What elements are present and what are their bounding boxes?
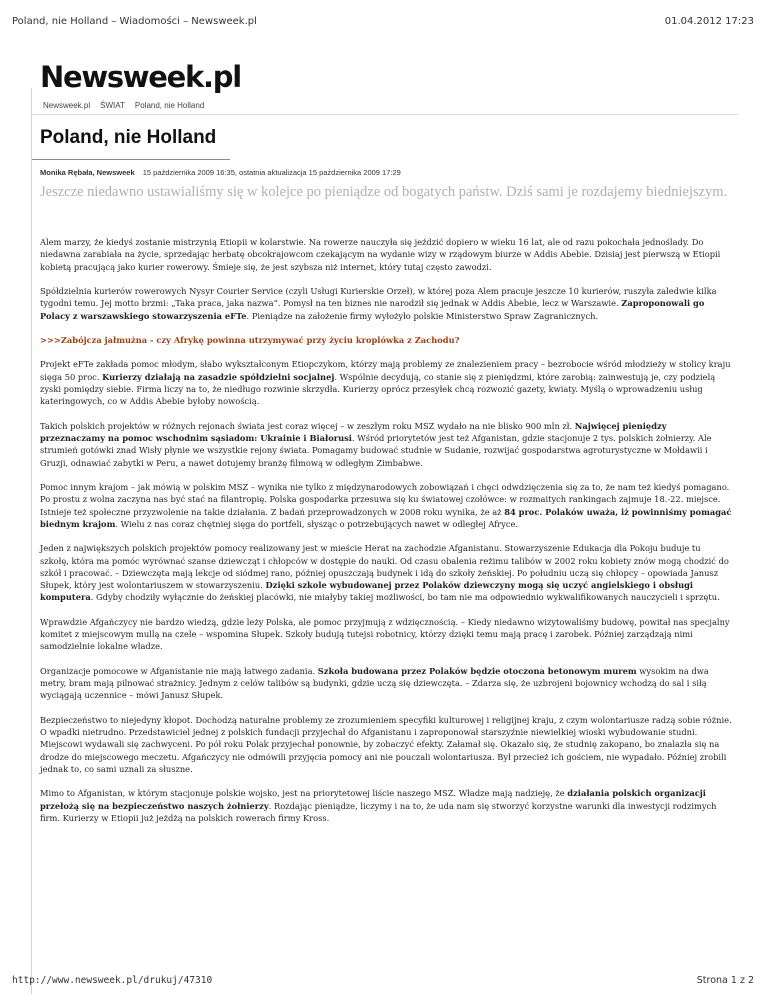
paragraph-10: Mimo to Afganistan, w którym stacjonuje polskie wojsko, jest na priorytetowej liście naszego MSZ. Władze mają nadzieję, że działania polskich organizacji przełożą się na bezpieczeństwo naszych żołnierzy. Rozdając pieniądze, liczymy i na to, że uda nam się stworzyć korzystne warunki dla inwestycji rodzimych firm. Kurierzy w Etiopii już jeżdżą na polskich rowerach firmy Kross. bbox=[40, 788, 717, 823]
article-body bbox=[40, 236, 732, 836]
print-footer bbox=[0, 968, 768, 994]
newsweek-logo[interactable] bbox=[40, 60, 241, 94]
breadcrumb-divider bbox=[31, 114, 738, 115]
paragraph-7: Wprawdzie Afgańczycy nie bardzo wiedzą, gdzie leży Polska, ale pomoc przyjmują z wdzięcznością. – Kiedy niedawno wizytowaliśmy budowę, powitał nas specjalny komitet z miejscowym mullą na czele – wspomina Słupek. Szkoły budują tutejsi robotnicy, którzy dzięki temu mają pracę i zarobek. Później zarządzają nimi samodzielnie lokalne władze. bbox=[40, 616, 730, 652]
print-header-title: Poland, nie Holland – Wiadomości – Newsweek.pl bbox=[12, 16, 257, 27]
paragraph-4-highlight: Najwięcej pieniędzy przeznaczamy na pomoc wschodnim sąsiadom: Ukrainie i Białorusi bbox=[40, 420, 667, 443]
paragraph-1: Alem marzy, że kiedyś zostanie mistrzynią Etiopii w kolarstwie. Na rowerze nauczyła się jeździć dopiero w wieku 16 lat, ale od razu pokochała jednoślady. Do niedawna zarabiała na życie, sprzedając herbatę obcokrajowcom czekającym na wydanie wizy w rządowym biurze w Addis Abebie. Dzisiaj jest pierwszą w Etiopii kobietą pracującą jako kurier rowerowy. Śmieje się, że jest szybsza niż internet, który tutaj często zawodzi. bbox=[40, 237, 721, 272]
paragraph-5: Pomoc innym krajom – jak mówią w polskim MSZ – wynika nie tylko z międzynarodowych zobowiązań i chęci odwdzięczenia się za to, że nam też kiedyś pomagano. Po prostu z wolna zaczyna nas być stać na filantropię. Polska gospodarka przesuwa się ku światowej czołówce: w rozmaitych rankingach zajmuje 18.-22. miejsce. Istnieje też społeczne przyzwolenie na takie działania. Z badań przeprowadzonych w 2008 roku wynika, że aż 84 proc. Polaków uważa, iż powinniśmy pomagać biednym krajom. Wielu z nas coraz chętniej sięga do portfeli, słysząc o potrzebujących nawet w odległej Afryce. bbox=[40, 481, 732, 529]
print-header bbox=[0, 0, 768, 40]
print-footer-page: Strona 1 z 2 bbox=[696, 975, 754, 986]
article-title: Poland, nie Holland bbox=[40, 127, 217, 148]
byline bbox=[40, 168, 401, 177]
paragraph-8: Organizacje pomocowe w Afganistanie nie mają łatwego zadania. Szkoła budowana przez Polaków będzie otoczona betonowym murem wysokim na dwa metry, bram mają pilnować strażnicy. Jednym z celów talibów są budynki, gdzie uczą się dziewczęta. – Zdarza się, że uzbrojeni bojownicy wchodzą do sal i siłą wyciągają uczennice – mówi Janusz Słupek. bbox=[40, 665, 709, 701]
breadcrumb-item-home[interactable]: Newsweek.pl bbox=[43, 101, 91, 110]
left-frame-divider bbox=[31, 88, 32, 994]
print-header-datetime: 01.04.2012 17:23 bbox=[664, 16, 754, 27]
logo-text: Newsweek bbox=[40, 60, 204, 94]
paragraph-5-highlight: 84 proc. Polaków uważa, iż powinniśmy pomagać biednym krajom bbox=[40, 506, 732, 529]
title-divider bbox=[32, 159, 230, 160]
article-lead: Jeszcze niedawno ustawialiśmy się w kolejce po pieniądze od bogatych państw. Dziś sami je rozdajemy biedniejszym. bbox=[40, 184, 728, 200]
paragraph-2: Spółdzielnia kurierów rowerowych Nysyr Courier Service (czyli Usługi Kurierskie Orzeł), w której poza Alem pracuje jeszcze 10 kurierów, ruszyła zaledwie kilka tygodni temu. Jej motto brzmi: „Taka praca, jaka nazwa”. Pomysł na ten biznes nie narodził się jednak w Addis Abebie, lecz w Warszawie. Zaproponowali go Polacy z warszawskiego stowarzyszenia eFTe. Pieniądze na założenie firmy wyłożyło polskie Ministerstwo Spraw Zagranicznych. bbox=[40, 285, 717, 321]
breadcrumb-item-article[interactable]: Poland, nie Holland bbox=[134, 101, 205, 110]
paragraph-6-highlight: Dzięki szkole wybudowanej przez Polaków dziewczyny mogą się uczyć angielskiego i obsługi komputera bbox=[40, 580, 694, 603]
paragraph-4: Takich polskich projektów w różnych rejonach świata jest coraz więcej – w zeszłym roku MSZ wydało na nie blisko 900 mln zł. Najwięcej pieniędzy przeznaczamy na pomoc wschodnim sąsiadom: Ukrainie i Białorusi. Wśród priorytetów jest też Afganistan, gdzie stacjonuje 2 tys. polskich żołnierzy. Ale strumień gotówki znad Wisły płynie we wszystkie rejony świata. Pomagamy budować studnie w Sudanie, rozwijać gospodarstwa agroturystyczne w Mołdawii i Gruzji, odnawiać zabytki w Peru, a nawet dotujemy branżę filmową w odległym Zimbabwe. bbox=[40, 420, 712, 468]
print-footer-url: http://www.newsweek.pl/drukuj/47310 bbox=[12, 975, 213, 986]
breadcrumb bbox=[43, 101, 204, 110]
paragraph-3-highlight: Kurierzy działają na zasadzie spółdzielni socjalnej bbox=[102, 371, 335, 382]
paragraph-2-highlight: Zaproponowali go Polacy z warszawskiego stowarzyszenia eFTe bbox=[40, 298, 705, 321]
paragraph-10-highlight: działania polskich organizacji przełożą się na bezpieczeństwo naszych żołnierzy bbox=[40, 788, 706, 811]
breadcrumb-item-section[interactable]: ŚWIAT bbox=[100, 101, 125, 110]
paragraph-9: Bezpieczeństwo to niejedyny kłopot. Dochodzą naturalne problemy ze zrozumieniem specyfiki kulturowej i religijnej kraju, z czym wolontariusze radzą sobie różnie. O wpadki nietrudno. Przedstawiciel jednej z polskich fundacji przyjechał do Afganistanu i zaproponował starszyźnie niewielkiej wioski wybudowanie studni. Miejscowi wydawali się zachwyceni. Po pół roku Polak przyjechał ponownie, by zobaczyć efekty. Załamał się. Okazało się, że studnię zakopano, bo znalazła się na drodze do miejscowego meczetu. Afgańczycy nie odmówili przyjęcia pomocy ani nie pouczali wolontariusza. Był przecież ich gościem, nie wypadało. Później zrobili jednak to, co sami uznali za słuszne. bbox=[40, 714, 732, 774]
related-article-link[interactable]: >>>Zabójcza jałmużna - czy Afrykę powinna utrzymywać przy życiu kroplówka z Zachodu? bbox=[40, 334, 460, 345]
byline-dates: 15 października 2009 16:35, ostatnia aktualizacja 15 października 2009 17:29 bbox=[142, 168, 401, 177]
paragraph-6: Jeden z największych polskich projektów pomocy realizowany jest w mieście Herat na zachodzie Afganistanu. Stowarzyszenie Edukacja dla Pokoju buduje tu szkołę, która ma pomóc wyrównać szanse dziewcząt i chłopców w dostępie do nauki. Od czasu obalenia reżimu talibów w 2002 roku kobiety znów mogą chodzić do szkół i pracować. – Dziewczęta mają lekcje od siódmej rano, później opuszczają budynek i idą do szkoły żeńskiej. Po południu uczą się chłopcy – opowiada Janusz Słupek, który jest wolontariuszem w stowarzyszeniu. Dzięki szkole wybudowanej przez Polaków dziewczyny mogą się uczyć angielskiego i obsługi komputera. Gdyby chodziły wyłącznie do żeńskiej placówki, nie miałyby takiej możliwości, bo tam nie ma odpowiednio wykwalifikowanych nauczycieli i sprzętu. bbox=[40, 543, 729, 603]
related-article bbox=[40, 334, 732, 346]
byline-author: Monika Rębała, Newsweek bbox=[40, 168, 135, 177]
paragraph-8-highlight: Szkoła budowana przez Polaków będzie otoczona betonowym murem bbox=[317, 665, 637, 676]
paragraph-3: Projekt eFTe zakłada pomoc młodym, słabo wykształconym Etiopczykom, którzy mają problemy ze znalezieniem pracy – bezrobocie wśród młodzieży w stolicy kraju sięga 50 proc. Kurierzy działają na zasadzie spółdzielni socjalnej. Wspólnie decydują, co stanie się z pieniędzmi, które zarobią: zainwestują je, czy podzielą zyski pomiędzy siebie. Firma liczy na to, że niedługo rozwinie skrzydła. Kurierzy oprócz przesyłek chcą rozwozić gazety, kwiaty. Myślą o wprowadzeniu usług kateringowych, co w Addis Abebie byłoby nowością. bbox=[40, 359, 731, 407]
logo-suffix: .pl bbox=[203, 60, 241, 94]
